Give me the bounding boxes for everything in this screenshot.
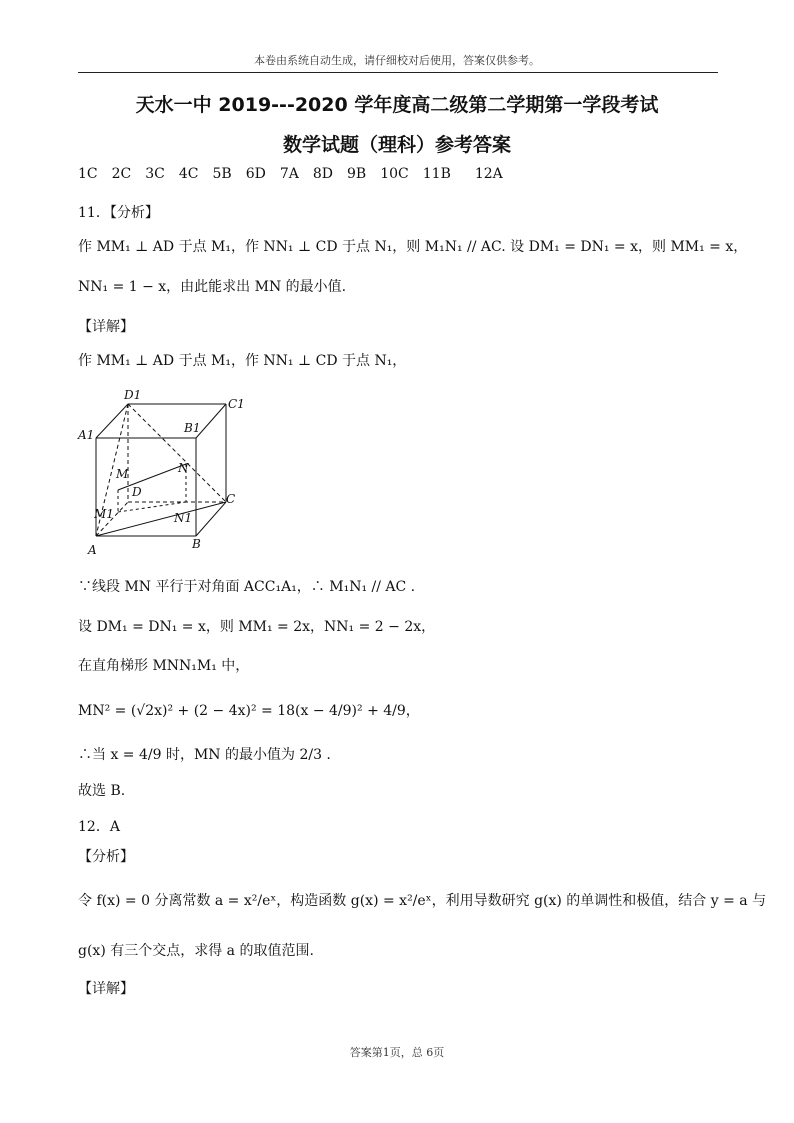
label-m: M [116,467,129,481]
answer-key-title: 数学试题（理科）参考答案 [282,134,511,156]
label-b1: B1 [184,421,201,435]
answer-10: 10C [380,166,409,182]
label-a1: A1 [78,428,95,442]
answer-list [78,166,517,182]
exam-title: 天水一中 2019---2020 学年度高二级第二学期第一学段考试 [135,94,659,116]
answer-2: 2C [111,166,132,182]
edge-b1c1 [196,404,226,438]
edge-a1d1 [96,404,128,438]
q11-detail-2: ∵线段 MN 平行于对角面 ACC₁A₁，∴ M₁N₁ // AC . [78,579,416,595]
answer-11: 11B [422,166,451,182]
answer-4: 4C [178,166,199,182]
q11-analysis-1: 作 MM₁ ⊥ AD 于点 M₁，作 NN₁ ⊥ CD 于点 N₁，则 M₁N₁ // AC. 设 DM₁ = DN₁ = x，则 MM₁ = x， [78,239,748,255]
label-n1: N1 [174,511,193,525]
label-n: N [178,461,189,475]
q12-analysis-heading: 【分析】 [78,849,134,865]
label-b: B [192,537,201,551]
label-c: C [226,492,236,506]
segment-ac [96,502,226,536]
label-a: A [88,543,97,557]
header-note: 本卷由系统自动生成，请仔细校对后使用，答案仅供参考。 [254,54,540,67]
diag-d1c [128,404,226,502]
q12-detail-heading: 【详解】 [78,981,134,997]
label-d: D [132,485,142,499]
q11-detail-heading: 【详解】 [78,319,134,335]
q11-detail-4: 在直角梯形 MNN₁M₁ 中， [78,658,250,674]
cube-figure [74,382,254,562]
answer-9: 9B [347,166,367,182]
answer-8: 8D [312,166,334,182]
label-d1: D1 [124,388,142,402]
answer-7: 7A [279,166,299,182]
q11-analysis-2: NN₁ = 1 − x，由此能求出 MN 的最小值. [78,279,347,295]
q11-heading: 11．【分析】 [78,205,159,221]
answer-1: 1C [78,166,98,182]
answer-3: 3C [145,166,165,182]
q11-detail-6: ∴当 x = 4/9 时，MN 的最小值为 2/3 . [78,747,331,763]
label-c1: C1 [228,397,245,411]
q12-heading: 12．A [78,819,120,835]
label-m1: M1 [94,507,114,521]
answer-12: 12A [474,166,503,182]
q12-analysis-1: 令 f(x) = 0 分离常数 a = x²/eˣ，构造函数 g(x) = x²/eˣ，利用导数研究 g(x) 的单调性和极值，结合 y = a 与 [78,893,767,909]
q12-analysis-2: g(x) 有三个交点，求得 a 的取值范围. [78,943,314,959]
answer-5: 5B [212,166,232,182]
header-rule [78,72,718,73]
q11-detail-5: MN² = (√2x)² + (2 − 4x)² = 18(x − 4/9)² + 4/9， [78,703,420,719]
q11-detail-3: 设 DM₁ = DN₁ = x，则 MM₁ = 2x，NN₁ = 2 − 2x， [78,619,436,635]
q11-conclusion: 故选 B. [78,783,126,799]
q11-detail-1: 作 MM₁ ⊥ AD 于点 M₁，作 NN₁ ⊥ CD 于点 N₁， [78,353,407,369]
edge-bc [196,502,226,536]
answer-6: 6D [245,166,266,182]
page-footer: 答案第1页，总 6页 [349,1046,445,1059]
